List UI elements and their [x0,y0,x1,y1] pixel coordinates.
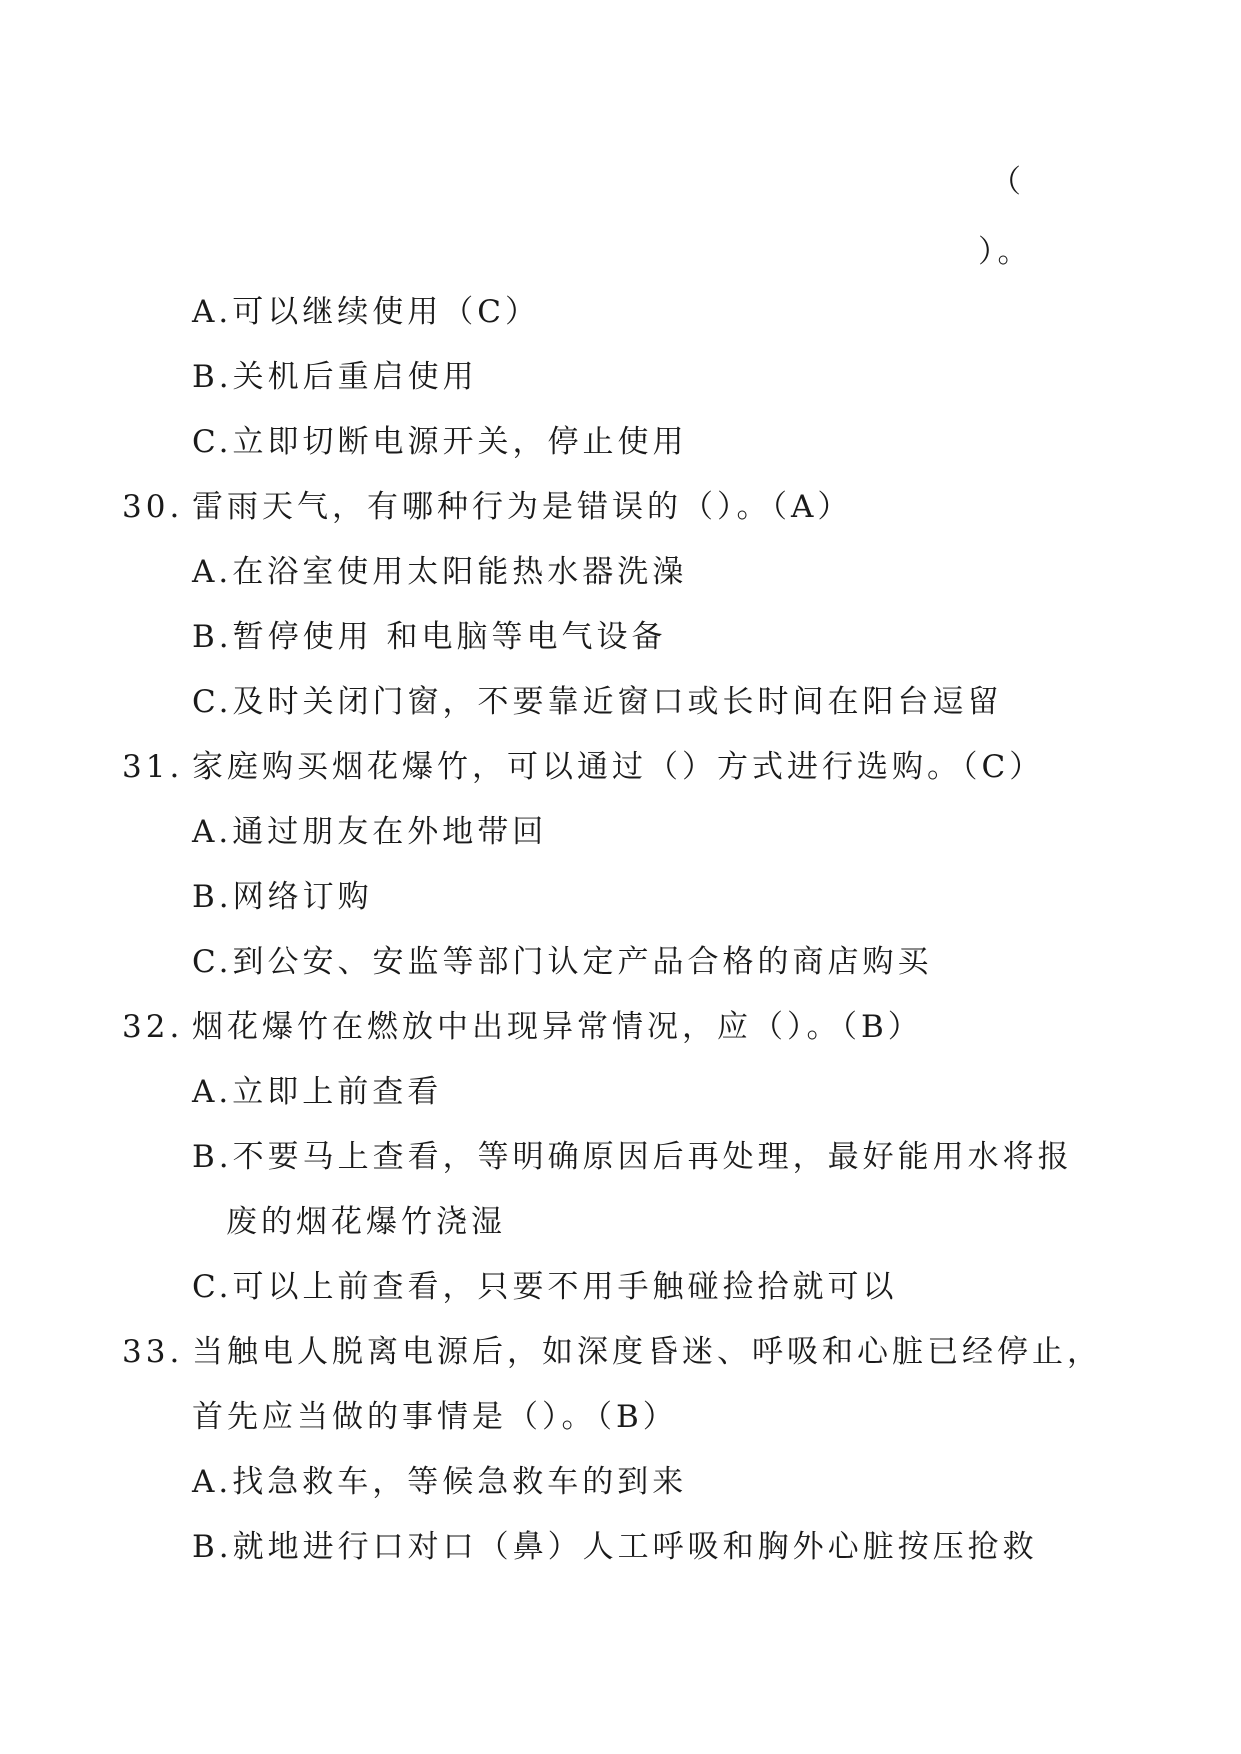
q31-option-c: C.到公安、安监等部门认定产品合格的商店购买 [192,944,933,980]
q30-option-c: C.及时关闭门窗，不要靠近窗口或长时间在阳台逗留 [192,684,1003,720]
q31-option-b: B.网络订购 [192,879,373,915]
q30-stem: 雷雨天气，有哪种行为是错误的（）。（A） [192,489,853,525]
q32-option-a: A.立即上前查看 [192,1074,443,1110]
q31-stem: 家庭购买烟花爆竹，可以通过（）方式进行选购。（C） [192,749,1045,785]
q33-option-b: B.就地进行口对口（鼻）人工呼吸和胸外心脏按压抢救 [192,1529,1038,1565]
q31-number: 31. [122,749,184,785]
q30-option-b: B.暂停使用 和电脑等电气设备 [192,619,667,655]
q29-option-a: A.可以继续使用（C） [192,294,540,330]
q33-option-a: A.找急救车，等候急救车的到来 [192,1464,688,1500]
q30-number: 30. [122,489,184,525]
paren-close-fragment: ）。 [978,234,1033,270]
q29-option-b: B.关机后重启使用 [192,359,478,395]
q29-option-c: C.立即切断电源开关，停止使用 [192,424,688,460]
q33-stem-continued: 首先应当做的事情是（）。（B） [192,1399,678,1435]
q31-option-a: A.通过朋友在外地带回 [192,814,548,850]
q32-option-b-continued: 废的烟花爆竹浇湿 [226,1204,506,1240]
q32-option-c: C.可以上前查看，只要不用手触碰捡拾就可以 [192,1269,898,1305]
q32-stem: 烟花爆竹在燃放中出现异常情况，应（）。（B） [192,1009,923,1045]
q33-stem: 当触电人脱离电源后，如深度昏迷、呼吸和心脏已经停止， [192,1334,1102,1370]
q33-number: 33. [122,1334,184,1370]
q32-number: 32. [122,1009,184,1045]
q30-option-a: A.在浴室使用太阳能热水器洗澡 [192,554,688,590]
q32-option-b: B.不要马上查看，等明确原因后再处理，最好能用水将报 [192,1139,1073,1175]
paren-open-fragment: （ [990,164,1025,200]
